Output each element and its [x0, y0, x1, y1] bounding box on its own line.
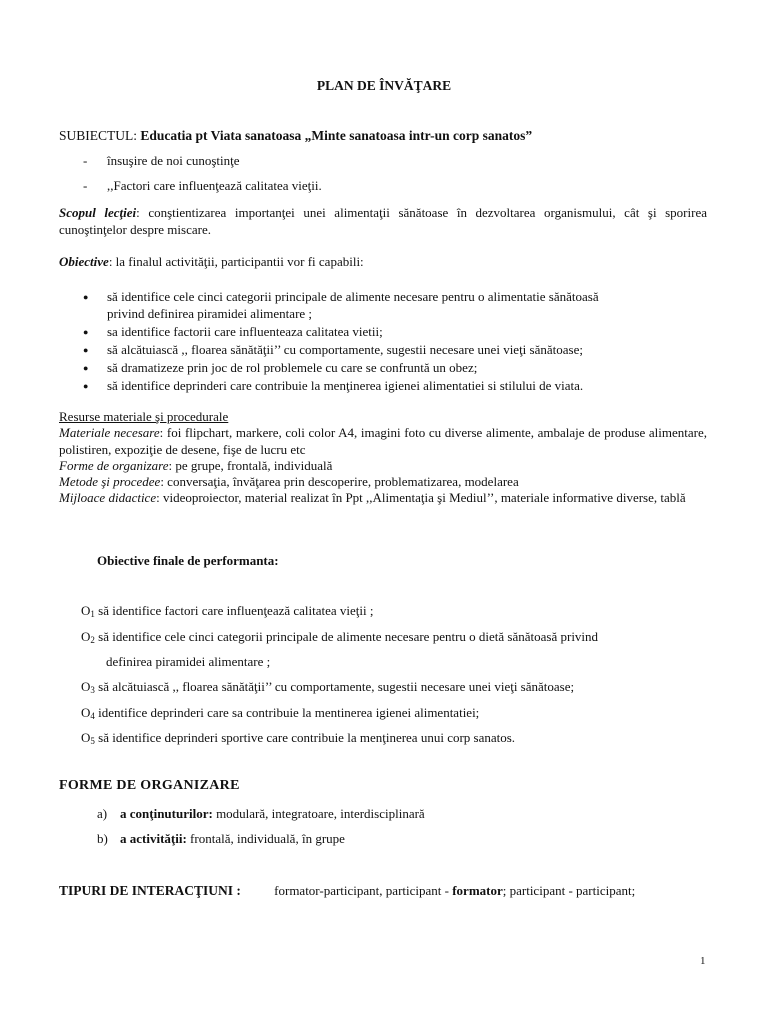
- lesson-scope: [59, 204, 707, 238]
- document-page: PLAN DE ÎNVĂŢARE SUBIECTUL: Educatia pt Viata sanatoasa „Minte sanatoasa intr-un corp sanatos” - însuşire de noi cunoştinţe - ,,Factori care influenţează calitatea vieţii. Scopul lecţiei: conştientizarea importanţei unei alimentaţii sănătoase în dezvoltarea organismului, cât şi sporirea cunoştinţelor despre miscare. Obiective: la finalul activităţii, participantii vor fi capabili: ● să identifice cele cinci categorii principale de alimente necesare pentru o alimentatie sănătoasă privind definirea piramidei alimentare ; ● sa identifice factorii care influenteaza calitatea vietii; ● să alcătuiască ,, floarea sănătăţii’’ cu comportamente, sugestii necesare unei vieţi sănătoase; ● să dramatizeze prin joc de rol problemele cu care se confruntă un obez; ● să identifice deprinderi care contribuie la menţinerea igienei alimentatiei si stilului de viata. Resurse materiale şi procedurale Materiale necesare: foi flipchart, markere, coli color A4, imagini foto cu diverse alimente, ambalaje de produse alimentare, polistiren, expoziţie de desene, fişe de lucru etc Forme de organizare: pe grupe, frontală, individuală Metode şi procedee: conversaţia, învăţarea prin descoperire, problematizarea, modelarea Mijloace didactice: videoproiector, material realizat în Ppt ,,Alimentaţia şi Mediul’’, materiale informative diverse, tablă Obiective finale de performanta: $O_1$ să identifice factori care influenţează calitatea vieţii ; $O_2$ să identifice cele cinci categorii principale de alimente necesare pentru o dietă sănătoasă privind definirea piramidei alimentare ; $O_3$ să alcătuiască ,, floarea sănătăţii’’ cu comportamente, sugestii necesare unei vieţi sănătoase; $O_4$ identifice deprinderi care sa contribuie la mentinerea igienei alimentatiei; $O_5$ să identifice deprinderi sportive care contribuie la menţinerea unui corp sanatos. FORME DE ORGANIZARE a) a conţinuturilor: modulară, integratoare, interdisciplinară b) a activităţii: frontală, individuală, în grupe TIPURI DE INTERACŢIUNI : formator-participant, participant - formator; participant - participant; 1: [0, 0, 768, 1024]
- objectives-text: : la finalul activităţii, participantii vor fi capabili:: [108, 254, 364, 269]
- resources-methods: Metode şi procedee: conversaţia, învăţarea prin descoperire, problematizarea, modelarea: [59, 474, 519, 490]
- interactions-paragraph: TIPURI DE INTERACŢIUNI : formator-participant, participant - formator; participant - participant;: [59, 883, 636, 898]
- scope-label: Scopul lecţiei: [59, 205, 137, 220]
- resources-forms: Forme de organizare: pe grupe, frontală, individuală: [59, 457, 333, 473]
- page-number: 1: [700, 955, 706, 967]
- scope-text: : conştientizarea importanţei unei alimentaţii sănătoase în dezvoltarea organismului, cât şi sporirea cunoştinţelor despre miscare.: [59, 205, 707, 237]
- subject-label: SUBIECTUL:: [59, 128, 138, 143]
- performance-item: definirea piramidei alimentare ;: [106, 654, 271, 669]
- interactions-label: TIPURI DE INTERACŢIUNI :: [59, 883, 241, 898]
- performance-item: $O_4$ identifice deprinderi care sa contribuie la mentinerea igienei alimentatiei;: [81, 705, 480, 721]
- resources-materials: Materiale necesare: foi flipchart, markere, coli color A4, imagini foto cu diverse alimente, ambalaje de produse alimentare, polistiren, expoziţie de desene, fişe de lucru etc: [59, 425, 707, 457]
- objectives-intro: [59, 254, 364, 270]
- page-title: PLAN DE ÎNVĂŢARE: [316, 78, 452, 93]
- objectives-label: Obiective: [59, 254, 109, 269]
- subject-value: Educatia pt Viata sanatoasa „Minte sanatoasa intr-un corp sanatos”: [140, 128, 533, 143]
- subject-line: [59, 128, 532, 144]
- performance-item: $O_3$ să alcătuiască ,, floarea sănătăţii’’ cu comportamente, sugestii necesare unei vieţi sănătoase;: [81, 679, 575, 695]
- performance-heading: Obiective finale de performanta:: [97, 553, 279, 568]
- organization-heading: FORME DE ORGANIZARE: [59, 778, 240, 793]
- performance-item: $O_5$ să identifice deprinderi sportive care contribuie la menţinerea unui corp sanatos.: [81, 730, 516, 746]
- performance-item: $O_1$ să identifice factori care influenţează calitatea vieţii ;: [81, 603, 374, 619]
- resources-section: [59, 409, 707, 507]
- resources-heading: Resurse materiale şi procedurale: [59, 409, 229, 424]
- performance-item: $O_2$ să identifice cele cinci categorii principale de alimente necesare pentru o dietă sănătoasă privind: [81, 629, 599, 645]
- resources-means: Mijloace didactice: videoproiector, material realizat în Ppt ,,Alimentaţia şi Mediul’’, materiale informative diverse, tablă: [59, 490, 686, 506]
